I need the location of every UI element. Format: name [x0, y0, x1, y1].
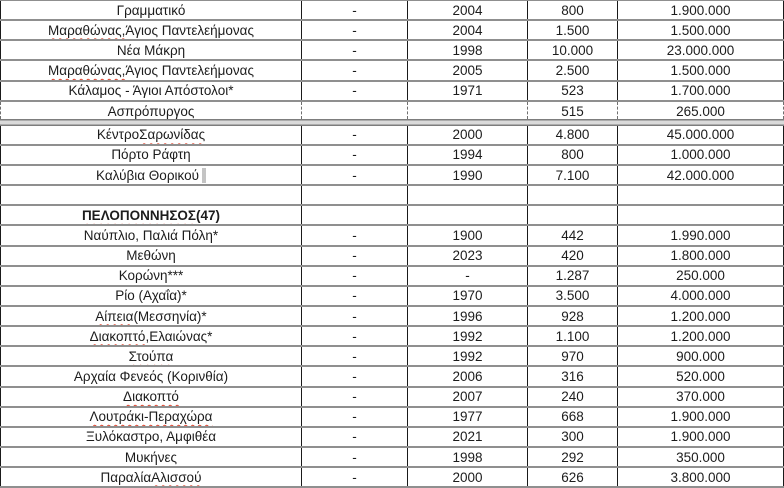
- misspelled-word: Διακοπτό: [123, 389, 179, 405]
- cell-year[interactable]: [408, 166, 528, 184]
- cell-value: -: [352, 2, 357, 18]
- cell-dash[interactable]: [302, 166, 408, 184]
- cell-year[interactable]: [408, 226, 528, 244]
- cell-count[interactable]: [528, 408, 618, 426]
- cell-year[interactable]: [408, 448, 528, 466]
- cell-count[interactable]: [528, 146, 618, 164]
- cell-year[interactable]: [408, 367, 528, 385]
- cell-value: 370.000: [676, 389, 725, 405]
- cell-value: 42.000.000: [666, 167, 735, 183]
- cell-value: 1.100: [555, 328, 590, 344]
- misspelled-word: Αλισσού: [151, 469, 202, 485]
- cell-value: 3.800.000: [670, 469, 731, 485]
- cell-dash[interactable]: [302, 287, 408, 305]
- table-row: [0, 408, 784, 428]
- cell-value: -: [352, 22, 357, 38]
- table-row: [0, 267, 784, 287]
- name-text: Παραλία: [100, 469, 152, 485]
- cell-value: 45.000.000: [666, 127, 735, 143]
- name-text: (Μεσσηνία)*: [133, 308, 207, 324]
- cell-year[interactable]: [408, 206, 528, 224]
- cell-value: -: [352, 429, 357, 445]
- cell-amount[interactable]: [618, 146, 784, 164]
- cell-year[interactable]: [408, 41, 528, 59]
- table-row: [0, 448, 784, 468]
- table-row: [0, 428, 784, 448]
- cell-value: 2005: [452, 62, 483, 78]
- name-text: Μεθώνη: [126, 248, 176, 264]
- cell-value: -: [352, 147, 357, 163]
- cell-dash[interactable]: [302, 448, 408, 466]
- cell-value: 800: [561, 2, 584, 18]
- cell-value: -: [352, 288, 357, 304]
- name-text: Κορώνη***: [118, 268, 184, 284]
- cell-name[interactable]: [0, 287, 302, 305]
- cell-year[interactable]: [408, 61, 528, 79]
- cell-year[interactable]: [408, 102, 528, 119]
- cell-value: 240: [561, 389, 584, 405]
- cell-value: 420: [561, 248, 584, 264]
- misspelled-word: Στούπα: [128, 348, 174, 364]
- cell-value: 1994: [452, 147, 483, 163]
- misspelled-word: ΠΕΛΟΠΟΝΝΗΣΟΣ: [81, 207, 197, 223]
- cell-year[interactable]: [408, 408, 528, 426]
- table-row: [0, 388, 784, 408]
- cell-count[interactable]: [528, 327, 618, 345]
- cell-value: -: [352, 389, 357, 405]
- name-text: Αρχαία Φενεός (Κορινθία): [73, 368, 229, 384]
- cell-amount[interactable]: [618, 206, 784, 224]
- cell-amount[interactable]: [618, 267, 784, 285]
- cell-dash[interactable]: [302, 21, 408, 39]
- cell-value: 442: [561, 227, 584, 243]
- cell-value: 1900: [452, 227, 483, 243]
- cell-amount[interactable]: [618, 166, 784, 184]
- cell-name[interactable]: [0, 267, 302, 285]
- cell-name[interactable]: [0, 146, 302, 164]
- cell-year[interactable]: [408, 126, 528, 144]
- cell-value: 4.000.000: [670, 288, 731, 304]
- cell-count[interactable]: [528, 247, 618, 265]
- cell-value: 626: [561, 469, 584, 485]
- cell-dash[interactable]: [302, 146, 408, 164]
- cell-value: 1.200.000: [670, 308, 731, 324]
- cell-dash[interactable]: [302, 1, 408, 19]
- cell-value: -: [352, 308, 357, 324]
- cell-count[interactable]: [528, 102, 618, 119]
- table-row: [0, 61, 784, 81]
- cell-value: 1970: [452, 288, 483, 304]
- name-text: Άγιος Παντελεήμονας: [125, 22, 254, 38]
- cell-amount[interactable]: [618, 1, 784, 19]
- cell-count[interactable]: [528, 126, 618, 144]
- cell-year[interactable]: [408, 388, 528, 406]
- cell-value: 928: [561, 308, 584, 324]
- cell-count[interactable]: [528, 388, 618, 406]
- cell-amount[interactable]: [618, 408, 784, 426]
- cell-name[interactable]: [0, 82, 302, 100]
- cell-year[interactable]: [408, 287, 528, 305]
- cell-name[interactable]: [0, 206, 302, 224]
- table-row: [0, 126, 784, 146]
- cell-count[interactable]: [528, 367, 618, 385]
- cell-amount[interactable]: [618, 82, 784, 100]
- cell-dash[interactable]: [302, 428, 408, 446]
- cell-value: 2006: [452, 368, 483, 384]
- table-row: [0, 1, 784, 21]
- cell-dash[interactable]: [302, 468, 408, 486]
- cell-amount[interactable]: [618, 21, 784, 39]
- cell-value: 900.000: [676, 348, 725, 364]
- name-text: Ρίο (Αχαΐα)*: [115, 288, 187, 304]
- table-row: [0, 186, 784, 206]
- name-text: Ξυλόκαστρο, Αμφιθέα: [85, 429, 217, 445]
- name-text: Ασπρόπυργος: [107, 103, 195, 119]
- cell-value: -: [352, 248, 357, 264]
- cell-dash[interactable]: [302, 41, 408, 59]
- cell-name[interactable]: [0, 102, 302, 119]
- cell-count[interactable]: [528, 307, 618, 325]
- cell-dash[interactable]: [302, 408, 408, 426]
- name-text: Νέα Μάκρη: [116, 42, 186, 58]
- name-text: Πόρτο Ράφτη: [111, 147, 191, 163]
- cell-name[interactable]: [0, 1, 302, 19]
- cell-value: 4.800: [555, 127, 590, 143]
- cell-value: 350.000: [676, 449, 725, 465]
- cell-dash[interactable]: [302, 347, 408, 365]
- cell-value: 2021: [452, 429, 483, 445]
- name-text: Μυκήνες: [124, 449, 178, 465]
- cell-dash[interactable]: [302, 388, 408, 406]
- misspelled-word: Λουτράκι-Περαχώρα: [89, 409, 213, 425]
- cell-value: -: [352, 227, 357, 243]
- cell-year[interactable]: [408, 428, 528, 446]
- misspelled-word: Μαραθώνας,: [48, 62, 126, 78]
- cell-value: 265.000: [676, 103, 725, 119]
- cell-count[interactable]: [528, 428, 618, 446]
- cell-amount[interactable]: [618, 347, 784, 365]
- misspelled-word: Διακοπτό,: [89, 328, 150, 344]
- cell-amount[interactable]: [618, 428, 784, 446]
- cell-value: -: [352, 409, 357, 425]
- table-row: [0, 82, 784, 102]
- cell-value: 1.287: [555, 268, 590, 284]
- cell-year[interactable]: [408, 267, 528, 285]
- cell-name[interactable]: [0, 186, 302, 204]
- cell-value: -: [352, 268, 357, 284]
- table-row: [0, 102, 784, 119]
- cell-amount[interactable]: [618, 388, 784, 406]
- cell-value: 1.500: [555, 22, 590, 38]
- cell-value: 1998: [452, 449, 483, 465]
- cell-value: -: [352, 348, 357, 364]
- cell-year[interactable]: [408, 146, 528, 164]
- cell-name[interactable]: [0, 21, 302, 39]
- cell-value: 1.900.000: [670, 409, 731, 425]
- table-row: [0, 327, 784, 347]
- cell-amount[interactable]: [618, 367, 784, 385]
- table-row: [0, 347, 784, 367]
- page-break-divider: [0, 119, 784, 126]
- cell-dash[interactable]: [302, 367, 408, 385]
- cell-count[interactable]: [528, 41, 618, 59]
- table-row: [0, 287, 784, 307]
- name-text: Κάλαμος - Άγιοι Απόστολοι*: [68, 83, 234, 99]
- cell-value: -: [352, 469, 357, 485]
- cell-value: 1996: [452, 308, 483, 324]
- cell-count[interactable]: [528, 1, 618, 19]
- table-row: [0, 166, 784, 186]
- cell-value: 2000: [452, 469, 483, 485]
- cell-dash[interactable]: [302, 61, 408, 79]
- cell-value: 3.500: [555, 288, 590, 304]
- cell-value: 2023: [452, 248, 483, 264]
- cell-year[interactable]: [408, 307, 528, 325]
- cell-value: -: [352, 42, 357, 58]
- table-row: [0, 247, 784, 267]
- cell-dash[interactable]: [302, 186, 408, 204]
- cell-year[interactable]: [408, 1, 528, 19]
- cell-value: 1.900.000: [670, 2, 731, 18]
- cell-value: 1.200.000: [670, 328, 731, 344]
- cell-count[interactable]: [528, 166, 618, 184]
- name-text: Καλύβια Θορικού: [96, 167, 199, 183]
- cell-count[interactable]: [528, 21, 618, 39]
- cell-dash[interactable]: [302, 307, 408, 325]
- cell-value: -: [352, 62, 357, 78]
- cell-dash[interactable]: [302, 82, 408, 100]
- cell-name[interactable]: [0, 307, 302, 325]
- cell-amount[interactable]: [618, 327, 784, 345]
- name-text: (47): [196, 207, 221, 223]
- cell-value: -: [352, 127, 357, 143]
- cell-amount[interactable]: [618, 126, 784, 144]
- name-text: Ελαιώνας*: [149, 328, 213, 344]
- cell-value: 1992: [452, 348, 483, 364]
- cell-count[interactable]: [528, 61, 618, 79]
- cell-amount[interactable]: [618, 448, 784, 466]
- cell-name[interactable]: [0, 166, 302, 184]
- cell-value: 7.100: [555, 167, 590, 183]
- cell-name[interactable]: [0, 247, 302, 265]
- cell-name[interactable]: [0, 468, 302, 486]
- cell-amount[interactable]: [618, 287, 784, 305]
- cell-dash[interactable]: [302, 102, 408, 119]
- cell-value: 1.900.000: [670, 429, 731, 445]
- cell-year[interactable]: [408, 247, 528, 265]
- misspelled-word: Μαραθώνας,: [48, 22, 126, 38]
- cell-amount[interactable]: [618, 186, 784, 204]
- name-text: Κέντρο: [96, 127, 140, 143]
- cell-count[interactable]: [528, 448, 618, 466]
- cell-name[interactable]: [0, 327, 302, 345]
- cell-count[interactable]: [528, 226, 618, 244]
- cell-value: 1971: [452, 83, 483, 99]
- cell-value: 1.990.000: [670, 227, 731, 243]
- cell-amount[interactable]: [618, 41, 784, 59]
- table-row: [0, 468, 784, 488]
- cell-value: 1977: [452, 409, 483, 425]
- cell-name[interactable]: [0, 226, 302, 244]
- cell-dash[interactable]: [302, 327, 408, 345]
- cell-name[interactable]: [0, 388, 302, 406]
- cell-year[interactable]: [408, 82, 528, 100]
- cell-name[interactable]: [0, 408, 302, 426]
- cell-value: 1992: [452, 328, 483, 344]
- cell-amount[interactable]: [618, 226, 784, 244]
- cell-value: -: [352, 83, 357, 99]
- cell-value: 1.000.000: [670, 147, 731, 163]
- misspelled-word: Αίπεια: [95, 308, 134, 324]
- cell-name[interactable]: [0, 41, 302, 59]
- cell-value: 515: [561, 103, 584, 119]
- cell-value: 2004: [452, 22, 483, 38]
- cell-name[interactable]: [0, 347, 302, 365]
- cell-name[interactable]: [0, 448, 302, 466]
- cell-value: 300: [561, 429, 584, 445]
- table-row: [0, 307, 784, 327]
- cell-value: -: [352, 368, 357, 384]
- cell-value: 23.000.000: [666, 42, 735, 58]
- cell-value: 800: [561, 147, 584, 163]
- name-text: Γραμματικό: [116, 2, 186, 18]
- cell-count[interactable]: [528, 267, 618, 285]
- table-row: [0, 21, 784, 41]
- cell-name[interactable]: [0, 428, 302, 446]
- cell-dash[interactable]: [302, 226, 408, 244]
- cell-value: -: [352, 449, 357, 465]
- cell-value: -: [352, 167, 357, 183]
- cell-value: 2000: [452, 127, 483, 143]
- cell-value: 10.000: [551, 42, 594, 58]
- cell-count[interactable]: [528, 206, 618, 224]
- cell-value: 1.700.000: [670, 83, 731, 99]
- cell-count[interactable]: [528, 347, 618, 365]
- table-row: [0, 226, 784, 246]
- cell-amount[interactable]: [618, 468, 784, 486]
- cell-count[interactable]: [528, 287, 618, 305]
- cell-dash[interactable]: [302, 206, 408, 224]
- cell-value: 292: [561, 449, 584, 465]
- table-row: [0, 146, 784, 166]
- cell-value: 1998: [452, 42, 483, 58]
- cell-year[interactable]: [408, 21, 528, 39]
- cell-year[interactable]: [408, 186, 528, 204]
- cell-amount[interactable]: [618, 61, 784, 79]
- misspelled-word: Σαρωνίδας: [139, 127, 206, 143]
- text-cursor: [202, 168, 206, 183]
- cell-amount[interactable]: [618, 247, 784, 265]
- table-row: [0, 206, 784, 226]
- cell-value: 316: [561, 368, 584, 384]
- cell-name[interactable]: [0, 367, 302, 385]
- cell-value: 1990: [452, 167, 483, 183]
- name-text: Άγιος Παντελεήμονας: [125, 62, 254, 78]
- cell-value: 523: [561, 83, 584, 99]
- cell-name[interactable]: [0, 61, 302, 79]
- cell-dash[interactable]: [302, 247, 408, 265]
- cell-value: 970: [561, 348, 584, 364]
- cell-value: -: [352, 328, 357, 344]
- cell-value: 520.000: [676, 368, 725, 384]
- cell-year[interactable]: [408, 468, 528, 486]
- cell-value: 668: [561, 409, 584, 425]
- table-row: [0, 367, 784, 387]
- cell-year[interactable]: [408, 327, 528, 345]
- cell-count[interactable]: [528, 186, 618, 204]
- cell-value: 250.000: [676, 268, 725, 284]
- cell-value: 2.500: [555, 62, 590, 78]
- cell-value: 1.800.000: [670, 248, 731, 264]
- cell-value: 1.500.000: [670, 22, 731, 38]
- cell-amount[interactable]: [618, 102, 784, 119]
- cell-count[interactable]: [528, 468, 618, 486]
- cell-value: -: [465, 268, 470, 284]
- cell-count[interactable]: [528, 82, 618, 100]
- cell-name[interactable]: [0, 126, 302, 144]
- name-text: Ναύπλιο, Παλιά Πόλη*: [83, 227, 219, 243]
- cell-dash[interactable]: [302, 126, 408, 144]
- cell-year[interactable]: [408, 347, 528, 365]
- table-row: [0, 41, 784, 61]
- cell-value: 2004: [452, 2, 483, 18]
- cell-dash[interactable]: [302, 267, 408, 285]
- cell-amount[interactable]: [618, 307, 784, 325]
- cell-value: 1.500.000: [670, 62, 731, 78]
- cell-value: 2007: [452, 389, 483, 405]
